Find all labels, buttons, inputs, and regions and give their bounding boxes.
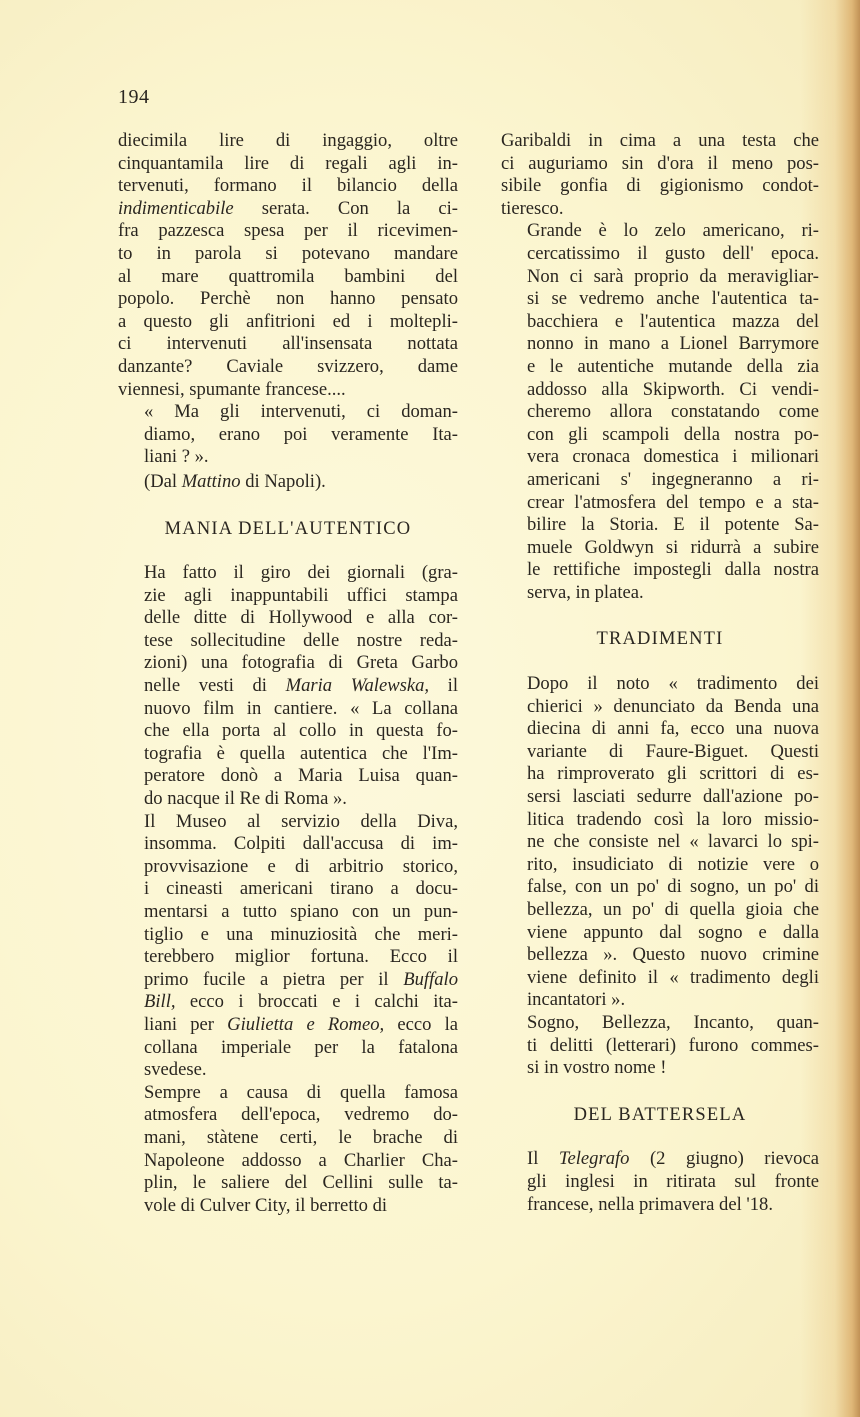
text-line: diamo, erano poi veramente Ita-: [144, 423, 458, 445]
text-segment: il: [429, 675, 459, 697]
text-segment: ecco i broccati e i calchi ita-: [175, 991, 458, 1013]
text-line: delle ditte di Hollywood e alla cor-: [144, 607, 458, 629]
text-segment: (2 giugno) rievoca: [629, 1148, 819, 1170]
paragraph: [501, 220, 819, 604]
text-line: terebbero miglior fortuna. Ecco il: [144, 946, 458, 968]
text-line: ci intervenuti all'insensata nottata: [118, 333, 458, 355]
text-line: zie agli inappuntabili uffici stampa: [144, 584, 458, 606]
text-line: atmosfera dell'epoca, vedremo do-: [144, 1104, 458, 1126]
text-line: [118, 969, 458, 992]
text-line: francese, nella primavera del '18.: [527, 1193, 773, 1215]
text-line: mani, stàtene certi, le brache di: [144, 1126, 458, 1148]
text-line: tese sollecitudine delle nostre reda-: [144, 629, 458, 651]
text-line: svedese.: [144, 1059, 207, 1081]
paragraph: [118, 562, 458, 811]
text-line: provvisazione e di arbitrio storico,: [144, 855, 458, 877]
text-line: Napoleone addosso a Charlier Cha-: [144, 1149, 458, 1171]
page-number: 194: [118, 86, 150, 108]
paragraph: [501, 1148, 819, 1216]
section-heading-mania: MANIA DELL'AUTENTICO: [164, 518, 412, 539]
paragraph-quote: [118, 401, 458, 469]
text-line: plin, le saliere del Cellini sulle ta-: [144, 1172, 458, 1194]
text-line: al mare quattromila bambini del: [118, 265, 458, 287]
text-line: Il Museo al servizio della Diva,: [144, 810, 458, 832]
text-line: diecina di anni fa, ecco una nuova: [527, 718, 819, 740]
text-line: addosso alla Skipworth. Ci vendi-: [527, 378, 819, 400]
text-line: liani ? ».: [144, 446, 209, 468]
text-segment: liani per: [144, 1013, 228, 1035]
text-line: [118, 991, 458, 1014]
text-line: [501, 1148, 819, 1171]
text-line: viene appunto dal sogno e dalla: [527, 921, 819, 943]
text-line: gli inglesi in ritirata sul fronte: [527, 1170, 819, 1192]
text-line: viene definito il « tradimento degli: [527, 966, 819, 988]
text-line: « Ma gli intervenuti, ci doman-: [144, 401, 458, 423]
text-line: le rettifiche impostegli dalla nostra: [527, 559, 819, 581]
text-line: a questo gli anfitrioni ed i moltepli-: [118, 310, 458, 332]
text-line: Non ci sarà proprio da meravigliar-: [527, 265, 819, 287]
text-line: nonno in mano a Lionel Barrymore: [527, 333, 819, 355]
source-title: Mattino: [181, 470, 241, 492]
text-line: cinquantamila lire di regali agli in-: [118, 152, 458, 174]
text-line: americani s' ingegneranno a ri-: [527, 468, 819, 490]
text-line: zioni) una fotografia di Greta Garbo: [144, 652, 458, 674]
text-line: do nacque il Re di Roma ».: [144, 788, 347, 810]
italic-title: Buffalo: [403, 968, 458, 990]
text-line: chierici » denunciato da Benda una: [527, 695, 819, 717]
text-line: Grande è lo zelo americano, ri-: [527, 220, 819, 242]
text-line: tografia è quella autentica che l'Im-: [144, 742, 458, 764]
text-line: tervenuti, formano il bilancio della: [118, 175, 458, 197]
text-line: Sogno, Bellezza, Incanto, quan-: [527, 1011, 819, 1033]
text-line: vera cronaca domestica i milionari: [527, 446, 819, 468]
italic-title: Telegrafo: [558, 1148, 630, 1170]
text-line: insomma. Colpiti dall'accusa di im-: [144, 833, 458, 855]
text-line: Garibaldi in cima a una testa che: [501, 130, 819, 151]
text-line: bilire la Storia. E il potente Sa-: [527, 514, 819, 536]
paragraph: [501, 673, 819, 1012]
text-line: muele Goldwyn si ridurrà a subire: [527, 536, 819, 558]
text-line: diecimila lire di ingaggio, oltre: [118, 130, 458, 151]
text-line: bacchiera e l'autentica mazza del: [527, 310, 819, 332]
text-line: si in vostro nome !: [527, 1057, 667, 1079]
text-line: vole di Culver City, il berretto di: [144, 1194, 388, 1216]
text-line: litica tradendo così la loro missio-: [527, 808, 819, 830]
section-heading-tradimenti: TRADIMENTI: [596, 629, 724, 650]
text-line: viennesi, spumante francese....: [118, 378, 346, 400]
text-line: peratore donò a Maria Luisa quan-: [144, 765, 458, 787]
text-line: crear l'atmosfera del tempo e a sta-: [527, 491, 819, 513]
text-line: mentarsi a tutto spiano con un pun-: [144, 901, 458, 922]
paragraph: [501, 1012, 819, 1080]
italic-title: Bill,: [144, 991, 176, 1013]
paragraph: [501, 130, 819, 220]
text-line: to in parola si potevano mandare: [118, 242, 458, 264]
text-line: con gli scampoli della nostra po-: [527, 423, 819, 445]
text-line: fra pazzesca spesa per il ricevimen-: [118, 220, 458, 242]
paragraph: [118, 811, 458, 1082]
text-line: ha rimproverato gli scrittori di es-: [527, 763, 819, 785]
text-line: che ella porta al collo in questa fo-: [144, 720, 458, 742]
text-segment: nelle vesti di: [144, 675, 286, 697]
text-line: danzante? Caviale svizzero, dame: [118, 355, 458, 377]
text-segment: ecco la: [384, 1013, 458, 1035]
text-line: tieresco.: [501, 197, 564, 219]
paragraph: [118, 1082, 458, 1218]
text-line: collana imperiale per la fatalona: [144, 1036, 458, 1058]
text-line: sibile gonfia di gigionismo condot-: [501, 175, 819, 197]
text-line: rito, insudiciato di notizie vere o: [527, 853, 819, 875]
text-line: bellezza ». Questo nuovo crimine: [527, 944, 819, 966]
italic-title: Maria Walewska,: [285, 675, 430, 697]
text-line: Ha fatto il giro dei giornali (gra-: [144, 562, 458, 584]
text-line: incantatori ».: [527, 989, 626, 1011]
text-line: [118, 1014, 458, 1037]
text-line: [118, 675, 458, 698]
text-line: variante di Faure-Biguet. Questi: [527, 740, 819, 762]
text-line: sersi lasciati sedurre dall'azione po-: [527, 786, 819, 808]
text-line: cheremo allora constatando come: [527, 401, 819, 423]
source-citation: [118, 471, 458, 494]
italic-title: Giulietta e Romeo,: [227, 1013, 385, 1035]
text-line: Sempre a causa di quella famosa: [144, 1081, 458, 1103]
text-line: serva, in platea.: [527, 581, 644, 603]
text-line: [118, 198, 458, 221]
source-suffix: di Napoli).: [240, 470, 326, 492]
text-line: ci auguriamo sin d'ora il meno pos-: [501, 152, 819, 174]
text-line: ne che consiste nel « lavarci lo spi-: [527, 831, 819, 853]
text-line: false, con un po' di sogno, un po' di: [527, 876, 819, 898]
text-line: nuovo film in cantiere. « La collana: [144, 697, 458, 719]
text-segment: primo fucile a pietra per il: [144, 968, 404, 990]
text-line: bellezza, un po' di quella gioia che: [527, 899, 819, 920]
text-line: si se vedremo anche l'autentica ta-: [527, 288, 819, 310]
text-line: popolo. Perchè non hanno pensato: [118, 288, 458, 310]
text-line: cercatissimo il gusto dell' epoca.: [527, 242, 819, 264]
section-heading-battersela: DEL BATTERSELA: [573, 1104, 747, 1125]
left-column: [118, 130, 458, 1217]
text-line: tiglio e una minuziosità che meri-: [144, 923, 458, 945]
italic-title: indimenticabile: [118, 197, 234, 219]
text-segment: Il: [527, 1148, 559, 1170]
source-prefix: (Dal: [144, 470, 182, 492]
paragraph: [118, 130, 458, 401]
text-segment: serata. Con la ci-: [233, 197, 458, 219]
text-line: i cineasti americani tirano a docu-: [144, 878, 458, 900]
right-column: [501, 130, 819, 1216]
text-line: Dopo il noto « tradimento dei: [527, 673, 819, 695]
text-line: e le autentiche mutande della zia: [527, 355, 819, 377]
text-line: ti delitti (letterari) furono commes-: [527, 1034, 819, 1056]
